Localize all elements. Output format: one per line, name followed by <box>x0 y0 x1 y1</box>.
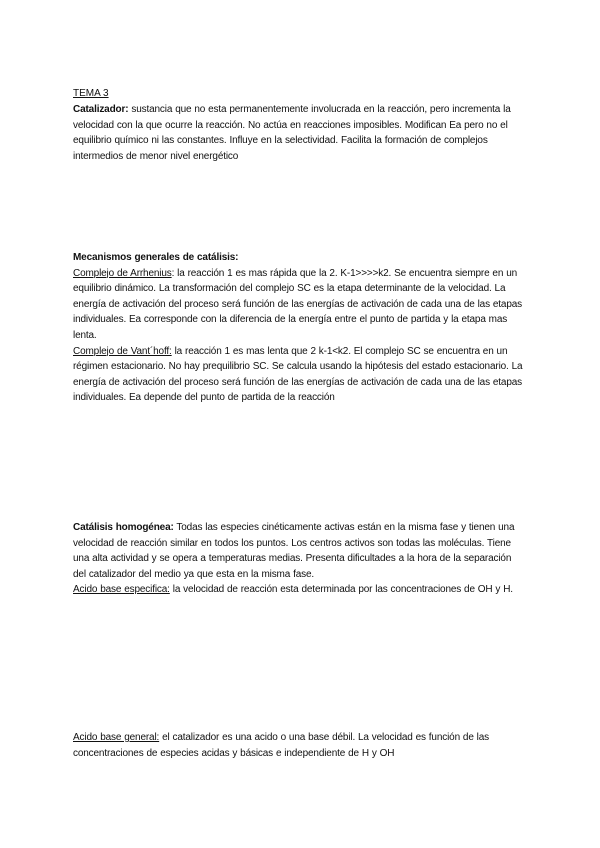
homogenea-section <box>73 520 525 598</box>
catalizador-term: Catalizador: <box>73 104 129 115</box>
tema-title: TEMA 3 <box>73 88 109 99</box>
mecanismos-heading: Mecanismos generales de catálisis: <box>73 252 239 263</box>
general-term: Acido base general: <box>73 732 160 743</box>
catalizador-text: sustancia que no esta permanentemente involucrada en la reacción, pero incrementa la velocidad con la que ocurre la reacción. No actúa en reacciones imposibles. Modifican Ea pero no el equilibrio químico ni las constantes. Influye en la selectividad. Facilita la formación de complejos intermedios de menor nivel energético <box>73 104 511 162</box>
mecanismos-section <box>73 250 525 406</box>
especifica-term: Acido base especifica: <box>73 584 170 596</box>
arrhenius-text: : la reacción 1 es mas rápida que la 2. K-1>>>>k2. Se encuentra siempre en un equilibrio dinámico. La transformación del complejo SC es la etapa determinante de la velocidad. La energía de activación del proceso será función de las energías de activación de cada una de las etapas individuales. Ea corresponde con la diferencia de la energía entre el punto de partida y la etapa mas lenta. <box>73 267 522 341</box>
especifica-paragraph <box>73 582 525 598</box>
especifica-text: la velocidad de reacción esta determinada por las concentraciones de OH y H. <box>169 584 513 596</box>
arrhenius-paragraph <box>73 266 525 344</box>
arrhenius-term: Complejo de Arrhenius <box>73 267 172 279</box>
vanthoff-term: Complejo de Vant´hoff: <box>73 345 172 357</box>
catalizador-paragraph <box>73 102 525 164</box>
homogenea-paragraph <box>73 520 525 582</box>
general-text: el catalizador es una acido o una base débil. La velocidad es función de las concentraciones de especies acidas y básicas e independiente de H y OH <box>73 732 490 759</box>
vanthoff-text: la reacción 1 es mas lenta que 2 k-1<k2. El complejo SC se encuentra en un régimen estacionario. No hay prequilibrio SC. Se calcula usando la hipótesis del estado estacionario. La energía de activación del proceso será función de las energías de activación de cada una de las etapas individuales. Ea depende del punto de partida de la reacción <box>73 345 523 404</box>
homogenea-text: Todas las especies cinéticamente activas están en la misma fase y tienen una velocidad de reacción similar en todos los puntos. Los centros activos son todas las moléculas. Tiene una alta actividad y se opera a temperaturas medias. Presenta dificultades a la hora de la separación del catalizador del medio ya que esta en la misma fase. <box>73 522 515 580</box>
vanthoff-paragraph <box>73 344 525 406</box>
general-paragraph <box>73 730 525 761</box>
homogenea-term: Catálisis homogénea: <box>73 522 174 533</box>
